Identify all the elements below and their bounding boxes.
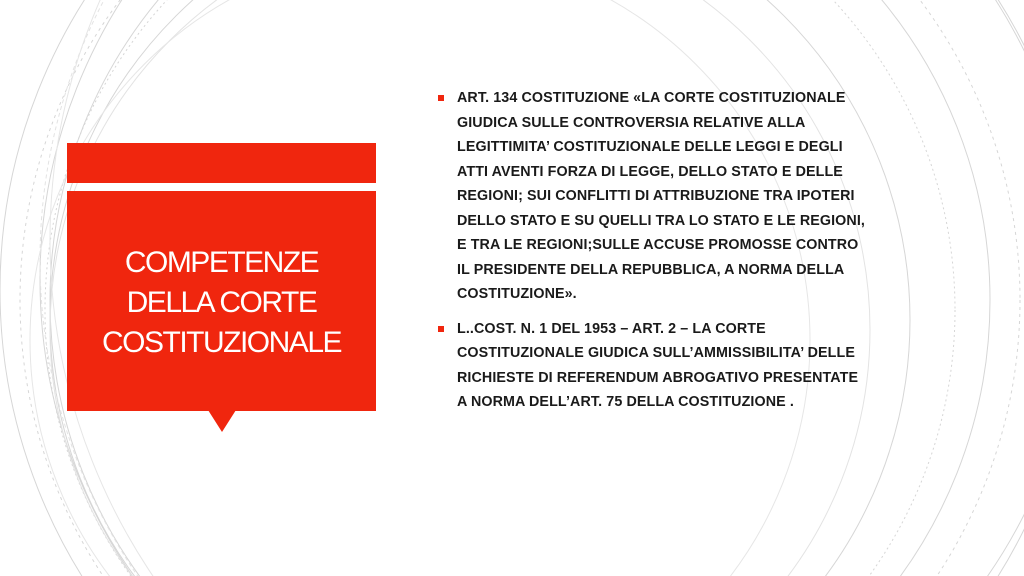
square-bullet-icon <box>438 95 444 101</box>
bullet-2-line-4: A NORMA DELL’ART. 75 DELLA COSTITUZIONE . <box>457 394 794 410</box>
bullet-2-line-1: L..COST. N. 1 DEL 1953 – ART. 2 – LA CORTE <box>457 320 766 337</box>
slide-title <box>102 239 341 363</box>
bullet-1-line-9: COSTITUZIONE». <box>457 286 577 302</box>
bullet-1-line-1: ART. 134 COSTITUZIONE «LA CORTE COSTITUZIONALE <box>457 90 846 106</box>
bullet-item-l-cost-1953 <box>438 317 958 415</box>
bullet-1-line-8: IL PRESIDENTE DELLA REPUBBLICA, A NORMA DELLA <box>457 261 845 278</box>
title-box <box>67 191 376 411</box>
square-bullet-icon <box>438 326 444 332</box>
bullet-1-line-2: GIUDICA SULLE CONTROVERSIA RELATIVE ALLA <box>457 114 806 131</box>
bullet-list <box>438 86 958 425</box>
bullet-item-art-134 <box>438 86 958 307</box>
bullet-1-line-7: E TRA LE REGIONI;SULLE ACCUSE PROMOSSE CONTRO <box>457 237 859 253</box>
slide-title-line-2: DELLA CORTE <box>126 286 317 319</box>
bullet-2-line-3: RICHIESTE DI REFERENDUM ABROGATIVO PRESENTATE <box>457 369 859 386</box>
bullet-2-line-2: COSTITUZIONALE GIUDICA SULL’AMMISSIBILITA’ DELLE <box>457 345 855 361</box>
title-pointer-triangle <box>208 410 236 432</box>
bullet-1-line-6: DELLO STATO E SU QUELLI TRA LO STATO E LE REGIONI, <box>457 212 865 229</box>
slide-title-line-1: COMPETENZE <box>124 246 319 279</box>
title-accent-strip <box>67 143 376 183</box>
slide-title-line-3: COSTITUZIONALE <box>101 326 342 359</box>
bullet-1-line-5: REGIONI; SUI CONFLITTI DI ATTRIBUZIONE TRA IPOTERI <box>457 188 855 204</box>
bullet-1-line-3: LEGITTIMITA’ COSTITUZIONALE DELLE LEGGI E DEGLI <box>457 139 843 155</box>
bullet-1-line-4: ATTI AVENTI FORZA DI LEGGE, DELLO STATO E DELLE <box>457 163 843 180</box>
